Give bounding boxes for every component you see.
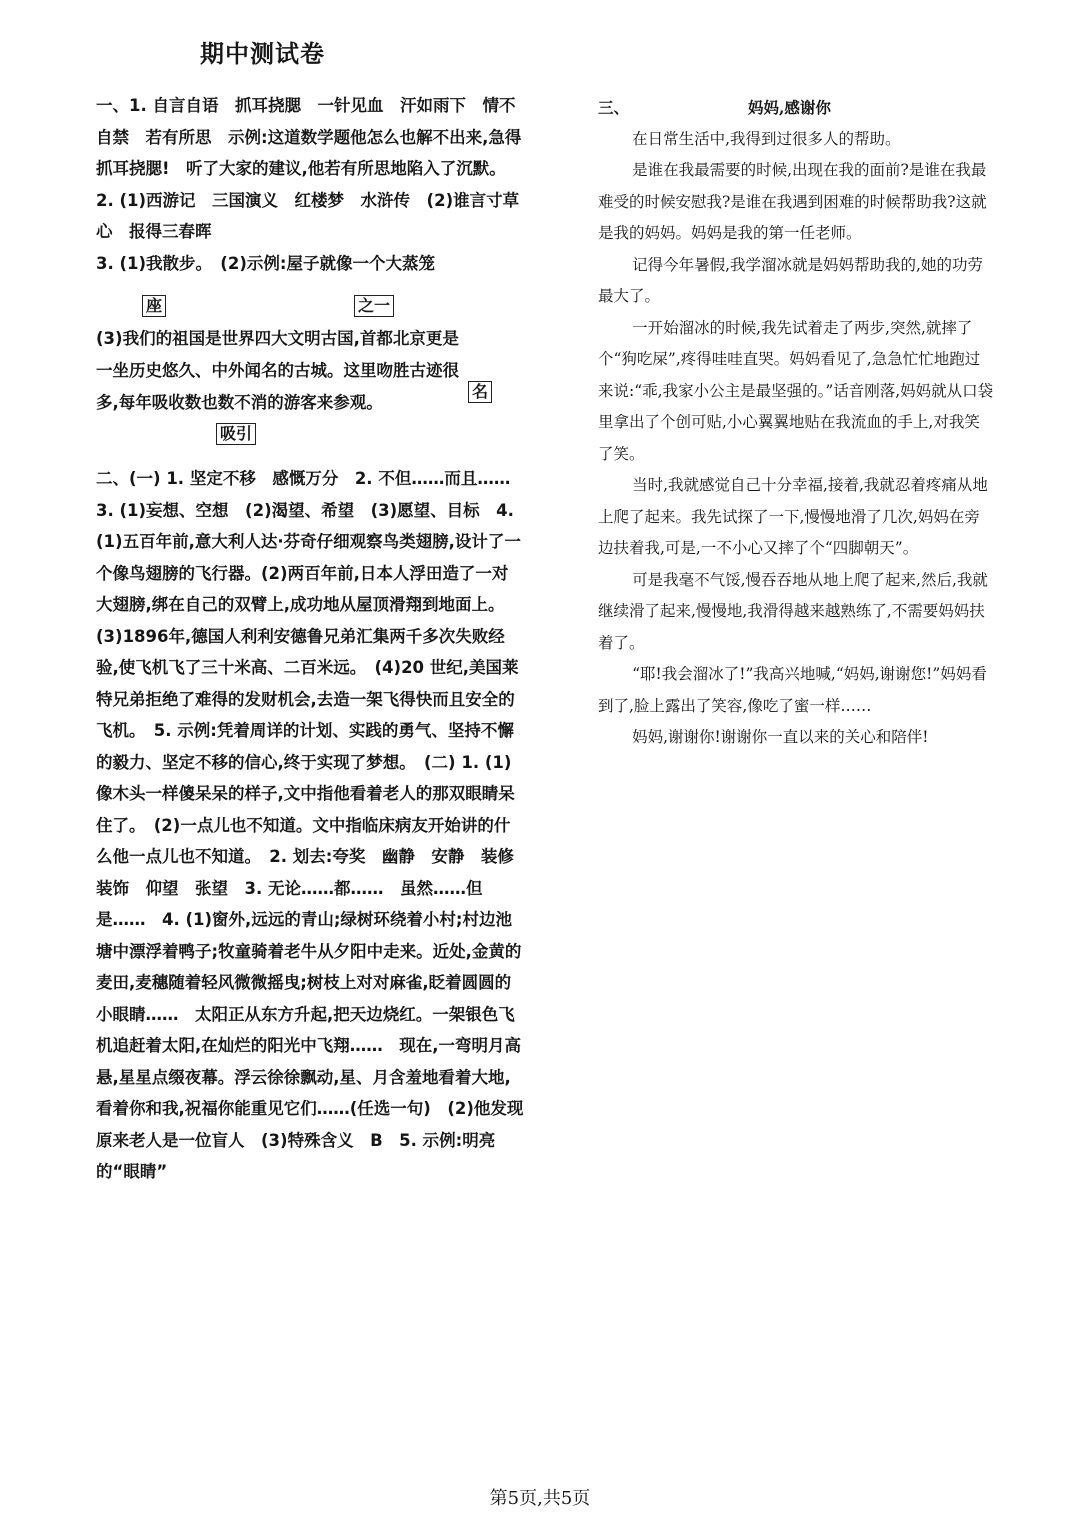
page-title: 期中测试卷	[200, 40, 325, 68]
essay-paragraph: 是谁在我最需要的时候,出现在我的面前?是谁在我最难受的时候安慰我?是谁在我遇到困难的时候帮助我?这就是我的妈妈。妈妈是我的第一任老师。	[598, 161, 987, 242]
essay-paragraph: 当时,我就感觉自己十分幸福,接着,我就忍着疼痛从地上爬了起来。我先试探了一下,慢慢地滑了几次,妈妈在旁边扶着我,可是,一不小心又摔了个“四脚朝天”。	[598, 476, 988, 557]
answer-column-left	[96, 90, 531, 1188]
correction-box-1: 座	[142, 295, 166, 317]
section-number: 三、	[598, 98, 630, 117]
essay-paragraph: 记得今年暑假,我学溜冰就是妈妈帮助我的,她的功劳最大了。	[598, 255, 983, 305]
marked-sentence-line-1: (3)我们的祖国是世界四大文明古国,首都北京更是	[96, 329, 459, 348]
answer-section-one: 一、1. 自言自语 抓耳挠腮 一针见血 汗如雨下 情不自禁 若有所思 示例:这道数学题他怎么也解不出来,急得抓耳挠腮! 听了大家的建议,他若有所思地陷入了沉默。 2. (1)西游记 三国演义 红楼梦 水浒传 (2)谁言寸草心 报得三春晖	[96, 96, 522, 241]
marked-sentence-line-3: 多,每年吸收数也数不消的游客来参观。	[96, 393, 383, 412]
essay-column-right	[598, 92, 994, 754]
essay-title: 妈妈,感谢你	[748, 98, 831, 117]
essay-heading	[598, 92, 994, 124]
essay-paragraph: 妈妈,谢谢你!谢谢你一直以来的关心和陪伴!	[632, 728, 929, 746]
essay-paragraph: 一开始溜冰的时候,我先试着走了两步,突然,就摔了个“狗吃屎”,疼得哇哇直哭。妈妈看见了,急急忙忙地跑过来说:“乖,我家小公主是最坚强的。”话音刚落,妈妈就从口袋里拿出了个创可贴,小心翼翼地贴在我流血的手上,对我笑了笑。	[598, 318, 994, 463]
correction-box-4: 吸引	[216, 423, 256, 445]
correction-box-3: 名	[468, 381, 492, 403]
essay-paragraph: “耶!我会溜冰了!”我高兴地喊,“妈妈,谢谢您!”妈妈看到了,脸上露出了笑容,像吃了蜜一样……	[598, 665, 987, 715]
essay-paragraph: 可是我毫不气馁,慢吞吞地从地上爬了起来,然后,我就继续滑了起来,慢慢地,我滑得越来越熟练了,不需要妈妈扶着了。	[598, 570, 988, 652]
answer-section-two: 二、(一) 1. 坚定不移 感慨万分 2. 不但……而且…… 3. (1)妄想、空想 (2)渴望、希望 (3)愿望、目标 4. (1)五百年前,意大利人达·芬奇仔细观察鸟类翅膀,设计了一个像鸟翅膀的飞行器。(2)两百年前,日本人浮田造了一对大翅膀,绑在自己的双臂上,成功地从屋顶滑翔到地面上。 (3)1896年,德国人利利安德鲁兄弟汇集两千多次失败经验,使飞机飞了三十米高、二百米远。 (4)20 世纪,美国莱特兄弟拒绝了难得的发财机会,去造一架飞得快而且安全的飞机。 5. 示例:凭着周详的计划、实践的勇气、坚持不懈的毅力、坚定不移的信心,终于实现了梦想。 (二) 1. (1)像木头一样傻呆呆的样子,文中指他看着老人的那双眼睛呆住了。 (2)一点儿也不知道。文中指临床病友开始讲的什么他一点儿也不知道。 2. 划去:夸奖 幽静 安静 装修 装饰 仰望 张望 3. 无论……都…… 虽然……但是…… 4. (1)窗外,远远的青山;绿树环绕着小村;村边池塘中漂浮着鸭子;牧童骑着老牛从夕阳中走来。近处,金黄的麦田,麦穗随着轻风微微摇曳;树枝上对对麻雀,眨着圆圆的小眼睛…… 太阳正从东方升起,把天边烧红。一架银色飞机追赶着太阳,在灿烂的阳光中飞翔…… 现在,一弯明月高悬,星星点缀夜幕。浮云徐徐飘动,星、月含羞地看着大地,看着你和我,祝福你能重见它们……(任选一句) (2)他发现原来老人是一位盲人 (3)特殊含义 B 5. 示例:明亮的“眼睛”	[96, 469, 531, 1181]
proofreading-block	[96, 289, 524, 449]
marked-sentence-line-2: 一坐历史悠久、中外闻名的古城。这里吻胜古迹很	[96, 361, 459, 380]
page-footer: 第5页,共5页	[489, 1488, 591, 1509]
correction-box-2: 之一	[354, 295, 394, 317]
answer-line-3: 3. (1)我散步。 (2)示例:屋子就像一个大蒸笼	[96, 253, 435, 273]
essay-paragraph: 在日常生活中,我得到过很多人的帮助。	[632, 129, 901, 148]
